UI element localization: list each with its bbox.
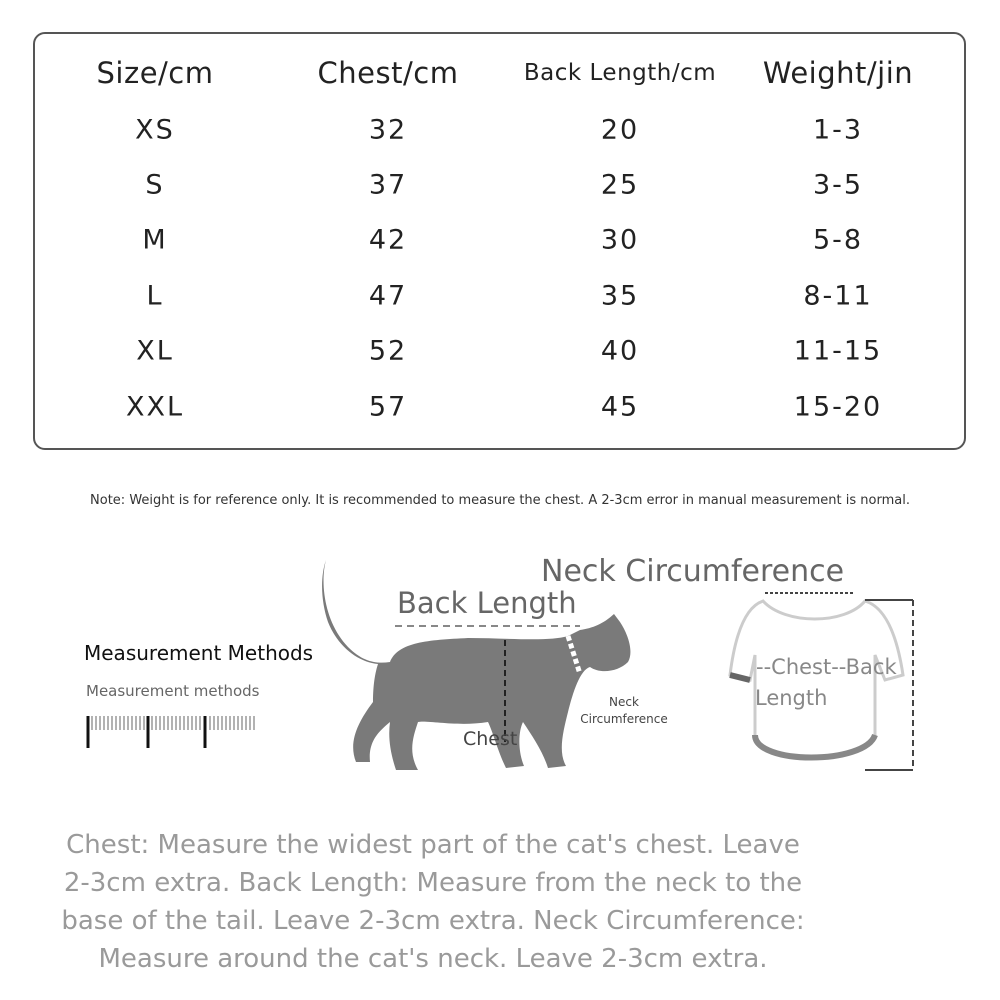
cell-back-length: 40 xyxy=(600,335,640,367)
cell-chest: 32 xyxy=(368,114,408,146)
shirt-label-line2: Length xyxy=(755,686,828,710)
shirt-label-line1: --Chest--Back xyxy=(756,655,897,679)
methods-subtitle: Measurement methods xyxy=(86,682,260,700)
neck-circumference-small-label: Neck Circumference xyxy=(580,695,668,726)
instruction-line: base of the tail. Leave 2-3cm extra. Neck Circumference: xyxy=(61,906,805,936)
header-chest: Chest/cm xyxy=(317,56,459,90)
instruction-line: 2-3cm extra. Back Length: Measure from the neck to the xyxy=(63,868,803,898)
instruction-line: Measure around the cat's neck. Leave 2-3cm extra. xyxy=(98,944,768,974)
instruction-line: Chest: Measure the widest part of the cat's chest. Leave xyxy=(66,830,800,860)
header-back-length: Back Length/cm xyxy=(523,60,717,86)
cell-size: M xyxy=(142,224,168,256)
instructions xyxy=(0,826,866,978)
cell-size: S xyxy=(145,169,165,201)
cell-back-length: 20 xyxy=(600,114,640,146)
header-size: Size/cm xyxy=(96,56,214,90)
header-weight: Weight/jin xyxy=(762,56,914,90)
methods-title: Measurement Methods xyxy=(84,641,314,665)
note-text: Note: Weight is for reference only. It is recommended to measure the chest. A 2-3cm error in manual measurement is normal. xyxy=(90,493,910,508)
cell-chest: 47 xyxy=(368,280,408,312)
cell-size: XL xyxy=(136,335,174,367)
cell-weight: 5-8 xyxy=(812,224,864,256)
shirt-icon xyxy=(725,585,920,775)
cell-weight: 15-20 xyxy=(793,391,883,423)
cell-weight: 11-15 xyxy=(793,335,883,367)
cell-back-length: 30 xyxy=(600,224,640,256)
cell-weight: 3-5 xyxy=(812,169,864,201)
cell-weight: 1-3 xyxy=(812,114,864,146)
chest-label: Chest xyxy=(463,728,518,750)
cell-size: L xyxy=(146,280,164,312)
back-length-label: Back Length xyxy=(397,586,577,620)
ruler-icon xyxy=(84,712,264,752)
cell-chest: 57 xyxy=(368,391,408,423)
cell-chest: 42 xyxy=(368,224,408,256)
cell-back-length: 35 xyxy=(600,280,640,312)
cell-back-length: 45 xyxy=(600,391,640,423)
cell-chest: 37 xyxy=(368,169,408,201)
cell-size: XS xyxy=(135,114,175,146)
cell-weight: 8-11 xyxy=(803,280,873,312)
cell-back-length: 25 xyxy=(600,169,640,201)
neck-circumference-label: Neck Circumference xyxy=(541,554,845,589)
cell-chest: 52 xyxy=(368,335,408,367)
cell-size: XXL xyxy=(125,391,185,423)
